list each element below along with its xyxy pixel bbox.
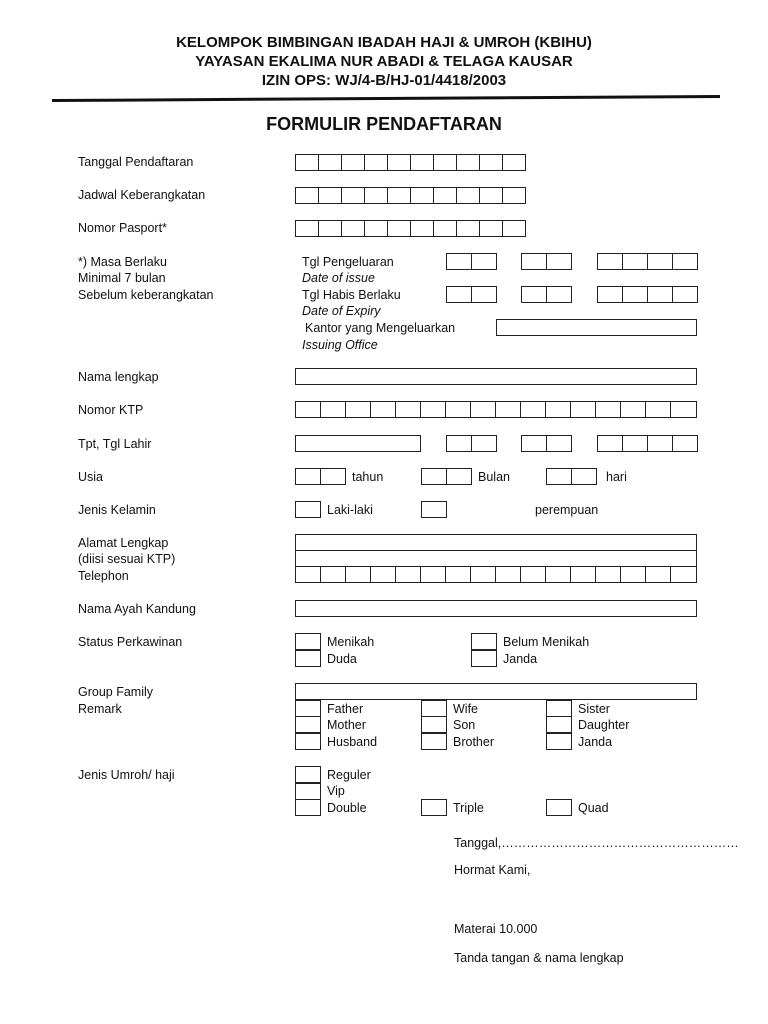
label-hari: hari [606,470,627,484]
signature-materai: Materai 10.000 [454,922,538,936]
label-janda-remark: Janda [578,735,613,749]
label-usia: Usia [78,470,104,484]
checkbox-duda[interactable] [295,650,321,667]
label-masa-berlaku: *) Masa Berlaku [78,255,167,269]
input-lahir-year[interactable] [597,435,698,452]
label-mother: Mother [327,718,366,732]
input-kantor[interactable] [496,319,697,336]
label-wife: Wife [453,702,478,716]
label-duda: Duda [327,652,357,666]
form-title: FORMULIR PENDAFTARAN [266,114,502,134]
checkbox-laki-laki[interactable] [295,501,321,518]
label-jadwal: Jadwal Keberangkatan [78,188,206,202]
checkbox-double[interactable] [295,799,321,816]
input-expiry-month[interactable] [521,286,572,303]
label-nama-ayah: Nama Ayah Kandung [78,602,196,616]
label-father: Father [327,702,364,716]
label-brother: Brother [453,735,494,749]
input-jadwal[interactable] [295,187,526,204]
label-laki-laki: Laki-laki [327,503,373,517]
label-jenis-umroh: Jenis Umroh/ haji [78,768,175,782]
label-minimal: Minimal 7 bulan [78,271,166,285]
input-usia-bulan[interactable] [421,468,472,485]
input-expiry-year[interactable] [597,286,698,303]
checkbox-janda[interactable] [471,650,497,667]
checkbox-belum-menikah[interactable] [471,633,497,650]
input-issue-year[interactable] [597,253,698,270]
checkbox-reguler[interactable] [295,766,321,783]
input-nomor-paspor[interactable] [295,220,526,237]
label-janda: Janda [503,652,538,666]
input-group-family[interactable] [295,683,697,700]
label-sebelum: Sebelum keberangkatan [78,288,214,302]
label-reguler: Reguler [327,768,371,782]
label-tgl-pengeluaran: Tgl Pengeluaran [302,255,394,269]
label-son: Son [453,718,476,732]
label-date-of-issue: Date of issue [302,271,375,285]
checkbox-husband[interactable] [295,733,321,750]
checkbox-perempuan[interactable] [421,501,447,518]
checkbox-father[interactable] [295,700,321,717]
checkbox-menikah[interactable] [295,633,321,650]
label-sesuai-ktp: (diisi sesuai KTP) [78,552,176,566]
input-tanggal-pendaftaran[interactable] [295,154,526,171]
label-nomor-paspor: Nomor Pasport* [78,221,167,235]
label-jenis-kelamin: Jenis Kelamin [78,503,156,517]
signature-hormat-kami: Hormat Kami, [454,863,531,877]
input-nama-lengkap[interactable] [295,368,697,385]
input-expiry-day[interactable] [446,286,497,303]
input-nama-ayah[interactable] [295,600,697,617]
label-menikah: Menikah [327,635,375,649]
input-alamat-line-1[interactable] [295,534,697,551]
label-status-perkawinan: Status Perkawinan [78,635,183,649]
label-double: Double [327,801,367,815]
label-tgl-habis: Tgl Habis Berlaku [302,288,401,302]
input-lahir-day[interactable] [446,435,497,452]
checkbox-wife[interactable] [421,700,447,717]
label-tahun: tahun [352,470,384,484]
input-telephon[interactable] [295,566,697,583]
signature-date: Tanggal,………………………………………………… [454,836,739,850]
license-number: IZIN OPS: WJ/4-B/HJ-01/4418/2003 [261,72,507,89]
label-triple: Triple [453,801,484,815]
label-husband: Husband [327,735,378,749]
input-alamat-line-2[interactable] [295,550,697,567]
checkbox-triple[interactable] [421,799,447,816]
label-date-of-expiry: Date of Expiry [302,304,381,318]
header-divider [52,95,720,102]
label-remark: Remark [78,702,122,716]
checkbox-sister[interactable] [546,700,572,717]
label-vip: Vip [327,784,345,798]
label-group-family: Group Family [78,685,154,699]
input-usia-tahun[interactable] [295,468,346,485]
input-issue-month[interactable] [521,253,572,270]
label-issuing-office: Issuing Office [302,338,378,352]
checkbox-vip[interactable] [295,783,321,800]
signature-caption: Tanda tangan & nama lengkap [454,951,624,965]
label-kantor: Kantor yang Mengeluarkan [305,321,456,335]
label-quad: Quad [578,801,609,815]
checkbox-son[interactable] [421,716,447,733]
label-belum-menikah: Belum Menikah [503,635,590,649]
checkbox-mother[interactable] [295,716,321,733]
foundation-name: YAYASAN EKALIMA NUR ABADI & TELAGA KAUSAR [195,53,573,70]
label-sister: Sister [578,702,610,716]
checkbox-daughter[interactable] [546,716,572,733]
label-telephon: Telephon [78,569,129,583]
input-tempat-lahir[interactable] [295,435,421,452]
org-name: KELOMPOK BIMBINGAN IBADAH HAJI & UMROH (KBIHU) [176,34,592,51]
label-tpt-tgl-lahir: Tpt, Tgl Lahir [78,437,152,451]
checkbox-brother[interactable] [421,733,447,750]
label-nomor-ktp: Nomor KTP [78,403,144,417]
checkbox-quad[interactable] [546,799,572,816]
label-perempuan: perempuan [535,503,599,517]
label-daughter: Daughter [578,718,630,732]
label-tanggal-pendaftaran: Tanggal Pendaftaran [78,155,194,169]
input-nomor-ktp[interactable] [295,401,697,418]
label-nama-lengkap: Nama lengkap [78,370,159,384]
label-alamat: Alamat Lengkap [78,536,169,550]
input-lahir-month[interactable] [521,435,572,452]
input-issue-day[interactable] [446,253,497,270]
label-bulan: Bulan [478,470,510,484]
checkbox-janda-remark[interactable] [546,733,572,750]
input-usia-hari[interactable] [546,468,597,485]
